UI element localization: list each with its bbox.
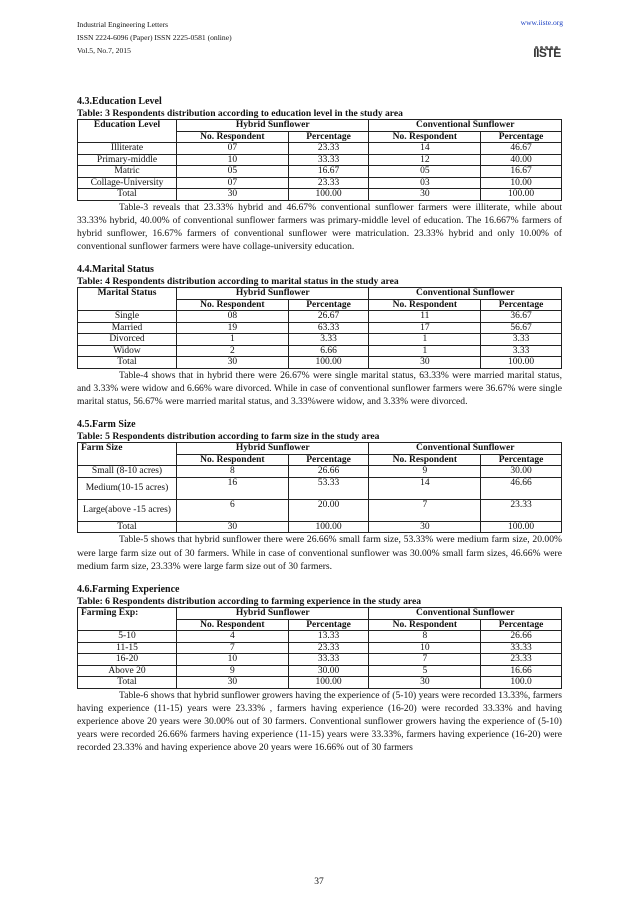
journal-header <box>77 18 232 57</box>
table-cell: 33.33 <box>288 154 369 166</box>
table-cell: 100.00 <box>481 521 562 533</box>
table-cell: 20.00 <box>288 499 369 521</box>
table-cell: 30 <box>177 677 289 689</box>
table-cell: 33.33 <box>288 654 369 666</box>
section-title: 4.4.Marital Status <box>77 264 154 276</box>
table-caption: Table: 3 Respondents distribution according to education level in the study area <box>77 108 403 119</box>
table-cell: 07 <box>177 177 289 189</box>
table-row <box>78 665 562 677</box>
table-cell: 23.33 <box>288 642 369 654</box>
table-cell: 3.33 <box>481 334 562 346</box>
row-label: 16-20 <box>78 654 177 666</box>
table-cell: 16.66 <box>481 665 562 677</box>
table-cell: 17 <box>369 322 481 334</box>
row-label: Divorced <box>78 334 177 346</box>
table-cell: 26.67 <box>288 311 369 323</box>
table-cell: 100.00 <box>288 189 369 201</box>
section <box>77 419 562 584</box>
group-header: Conventional Sunflower <box>369 608 562 620</box>
first-column-header: Farming Exp: <box>78 608 177 631</box>
data-table <box>77 119 562 201</box>
sub-header: No. Respondent <box>177 619 289 631</box>
table-cell: 30 <box>369 357 481 369</box>
row-label: Total <box>78 677 177 689</box>
table-cell: 100.00 <box>288 357 369 369</box>
journal-name: Industrial Engineering Letters <box>77 20 169 29</box>
table-cell: 03 <box>369 177 481 189</box>
table-cell: 46.67 <box>481 143 562 155</box>
group-header: Hybrid Sunflower <box>177 288 369 300</box>
first-column-header: Education Level <box>78 120 177 143</box>
table-cell: 5 <box>369 665 481 677</box>
table-cell: 100.00 <box>288 677 369 689</box>
table-cell: 05 <box>177 166 289 178</box>
row-label: Illiterate <box>78 143 177 155</box>
sub-header: Percentage <box>288 131 369 143</box>
table-cell: 30 <box>177 189 289 201</box>
paragraph-text: Table-4 shows that in hybrid there were 26.67% were single marital status, 63.33% were married marital status, and 3.33% were widow and 6.66% ware divorced. While in case of conventional sunflower farmers were 36.67% were single marital status, 56.67% were married marital status, and 3.33%were widow, and 3.33% were divorced. <box>77 369 562 408</box>
sub-header: Percentage <box>288 619 369 631</box>
table-cell: 19 <box>177 322 289 334</box>
table-cell: 36.67 <box>481 311 562 323</box>
table-row <box>78 642 562 654</box>
row-label: Medium(10-15 acres) <box>78 477 177 499</box>
table-cell: 23.33 <box>288 143 369 155</box>
table-cell: 2 <box>177 345 289 357</box>
table-cell: 16.67 <box>288 166 369 178</box>
logo-text: IISTE <box>533 46 561 60</box>
table-cell: 40.00 <box>481 154 562 166</box>
table-cell: 100.0 <box>481 677 562 689</box>
table-cell: 26.66 <box>288 466 369 478</box>
first-column-header: Farm Size <box>78 443 177 466</box>
table-row <box>78 466 562 478</box>
table-row <box>78 143 562 155</box>
table-cell: 10.00 <box>481 177 562 189</box>
table-header-row <box>78 608 562 620</box>
table-cell: 23.33 <box>288 177 369 189</box>
sub-header: Percentage <box>481 619 562 631</box>
table-header-row <box>78 443 562 455</box>
row-label: Collage-University <box>78 177 177 189</box>
table-cell: 14 <box>369 477 481 499</box>
group-header: Conventional Sunflower <box>369 288 562 300</box>
table-cell: 7 <box>369 499 481 521</box>
table-row <box>78 521 562 533</box>
table-cell: 26.66 <box>481 631 562 643</box>
table-cell: 30 <box>369 677 481 689</box>
table-cell: 3.33 <box>481 345 562 357</box>
table-cell: 30 <box>177 521 289 533</box>
table-cell: 30 <box>369 521 481 533</box>
table-cell: 30 <box>177 357 289 369</box>
paragraph-text: Table-6 shows that hybrid sunflower growers having the experience of (5-10) years were recorded 13.33%, farmers having experience (11-15) years were 23.33% , farmers having experience (16-20) were recorded 33.33% and having experience above 20 years were 30.00% out of 30 farmers. Conventional sunflower growers having the experience of (5-10) years were recorded 26.66% farmers having experience (11-15) years were 33.33%, farmers having experience (16-20) were recorded 23.33% and having experience above 20 years were 16.66% out of 30 farmers <box>77 689 562 754</box>
table-row <box>78 345 562 357</box>
row-label: Matric <box>78 166 177 178</box>
table-header-row <box>78 120 562 132</box>
sub-header: Percentage <box>288 454 369 466</box>
table-row <box>78 499 562 521</box>
table-cell: 30 <box>369 189 481 201</box>
table-cell: 1 <box>369 334 481 346</box>
row-label: Primary-middle <box>78 154 177 166</box>
table-row <box>78 311 562 323</box>
section-title: 4.5.Farm Size <box>77 419 136 431</box>
journal-volume: Vol.5, No.7, 2015 <box>77 46 131 55</box>
table-cell: 7 <box>177 642 289 654</box>
table-row <box>78 322 562 334</box>
section <box>77 264 562 419</box>
table-cell: 8 <box>369 631 481 643</box>
table-caption: Table: 4 Respondents distribution according to marital status in the study area <box>77 276 399 288</box>
table-cell: 9 <box>177 665 289 677</box>
table-row <box>78 334 562 346</box>
section <box>77 584 562 755</box>
body-paragraph <box>77 201 562 254</box>
table-cell: 63.33 <box>288 322 369 334</box>
table-header-row <box>78 288 562 300</box>
row-label: 5-10 <box>78 631 177 643</box>
sub-header: No. Respondent <box>177 131 289 143</box>
table-row <box>78 166 562 178</box>
table-row <box>78 477 562 499</box>
table-row <box>78 654 562 666</box>
sub-header: Percentage <box>481 454 562 466</box>
row-label: Small (8-10 acres) <box>78 466 177 478</box>
iiste-logo <box>532 36 562 64</box>
table-cell: 30.00 <box>481 466 562 478</box>
table-cell: 8 <box>177 466 289 478</box>
paragraph-text: Table-3 reveals that 23.33% hybrid and 46.67% conventional sunflower farmers were illiterate, while about 33.33% hybrid, 40.00% of conventional sunflower farmers was primary-middle level of education. The 16.667% farmers of hybrid sunflower, 16.67% farmers of conventional sunflower were matriculation. 23.33% hybrid and only 10.00% of conventional sunflower farmers were have collage-university education. <box>77 201 562 253</box>
row-label: Total <box>78 521 177 533</box>
table-cell: 100.00 <box>288 521 369 533</box>
body-paragraph <box>77 689 562 755</box>
row-label: Above 20 <box>78 665 177 677</box>
table-cell: 9 <box>369 466 481 478</box>
section-gap <box>77 408 562 419</box>
table-cell: 3.33 <box>288 334 369 346</box>
row-label: Total <box>78 357 177 369</box>
body-paragraph <box>77 533 562 573</box>
sub-header: No. Respondent <box>177 454 289 466</box>
row-label: Total <box>78 189 177 201</box>
table-row <box>78 154 562 166</box>
journal-url-link[interactable]: www.iiste.org <box>520 18 563 27</box>
row-label: Widow <box>78 345 177 357</box>
table-cell: 23.33 <box>481 499 562 521</box>
table-cell: 100.00 <box>481 189 562 201</box>
table-cell: 1 <box>177 334 289 346</box>
logo-dots-icon <box>534 36 560 45</box>
sub-header: No. Respondent <box>369 131 481 143</box>
table-cell: 30.00 <box>288 665 369 677</box>
table-cell: 16.67 <box>481 166 562 178</box>
row-label: Married <box>78 322 177 334</box>
table-cell: 05 <box>369 166 481 178</box>
table-caption: Table: 6 Respondents distribution according to farming experience in the study area <box>77 596 422 608</box>
row-label: 11-15 <box>78 642 177 654</box>
table-cell: 12 <box>369 154 481 166</box>
sub-header: No. Respondent <box>369 454 481 466</box>
row-label: Large(above -15 acres) <box>78 499 177 521</box>
table-cell: 46.66 <box>481 477 562 499</box>
section-gap <box>77 253 562 264</box>
paragraph-text: Table-5 shows that hybrid sunflower there were 26.66% small farm size, 53.33% were medium farm size, 20.00% were large farm size out of 30 farmers. While in case of conventional sunflower was 30.00% small farm sizes, 46.66% were medium farm size, 23.33% were large farm size out of 30 farmers. <box>77 534 562 572</box>
table-row <box>78 177 562 189</box>
article-body <box>77 96 562 755</box>
table-cell: 6 <box>177 499 289 521</box>
sub-header: Percentage <box>288 299 369 311</box>
sub-header: No. Respondent <box>369 619 481 631</box>
section-title: 4.6.Farming Experience <box>77 584 180 596</box>
table-cell: 56.67 <box>481 322 562 334</box>
table-cell: 13.33 <box>288 631 369 643</box>
group-header: Hybrid Sunflower <box>177 443 369 455</box>
table-cell: 53.33 <box>288 477 369 499</box>
body-paragraph <box>77 369 562 409</box>
table-caption: Table: 5 Respondents distribution according to farm size in the study area <box>77 431 380 443</box>
row-label: Single <box>78 311 177 323</box>
journal-issn: ISSN 2224-6096 (Paper) ISSN 2225-0581 (online) <box>77 33 232 42</box>
table-cell: 10 <box>369 642 481 654</box>
group-header: Hybrid Sunflower <box>177 120 369 132</box>
table-row <box>78 357 562 369</box>
table-cell: 23.33 <box>481 654 562 666</box>
sub-header: Percentage <box>481 299 562 311</box>
table-cell: 6.66 <box>288 345 369 357</box>
table-cell: 08 <box>177 311 289 323</box>
table-cell: 16 <box>177 477 289 499</box>
sub-header: Percentage <box>481 131 562 143</box>
sub-header: No. Respondent <box>369 299 481 311</box>
section-title: 4.3.Education Level <box>77 96 162 107</box>
table-cell: 1 <box>369 345 481 357</box>
data-table <box>77 607 562 689</box>
page-number: 37 <box>314 877 324 887</box>
first-column-header: Marital Status <box>78 288 177 311</box>
section <box>77 96 562 264</box>
table-cell: 33.33 <box>481 642 562 654</box>
group-header: Conventional Sunflower <box>369 443 562 455</box>
table-row <box>78 677 562 689</box>
table-cell: 10 <box>177 154 289 166</box>
table-cell: 14 <box>369 143 481 155</box>
table-row <box>78 189 562 201</box>
section-gap <box>77 573 562 584</box>
group-header: Conventional Sunflower <box>369 120 562 132</box>
group-header: Hybrid Sunflower <box>177 608 369 620</box>
table-cell: 4 <box>177 631 289 643</box>
table-row <box>78 631 562 643</box>
data-table <box>77 287 562 369</box>
data-table <box>77 442 562 533</box>
table-cell: 10 <box>177 654 289 666</box>
sub-header: No. Respondent <box>177 299 289 311</box>
table-cell: 7 <box>369 654 481 666</box>
table-cell: 07 <box>177 143 289 155</box>
table-cell: 11 <box>369 311 481 323</box>
table-cell: 100.00 <box>481 357 562 369</box>
